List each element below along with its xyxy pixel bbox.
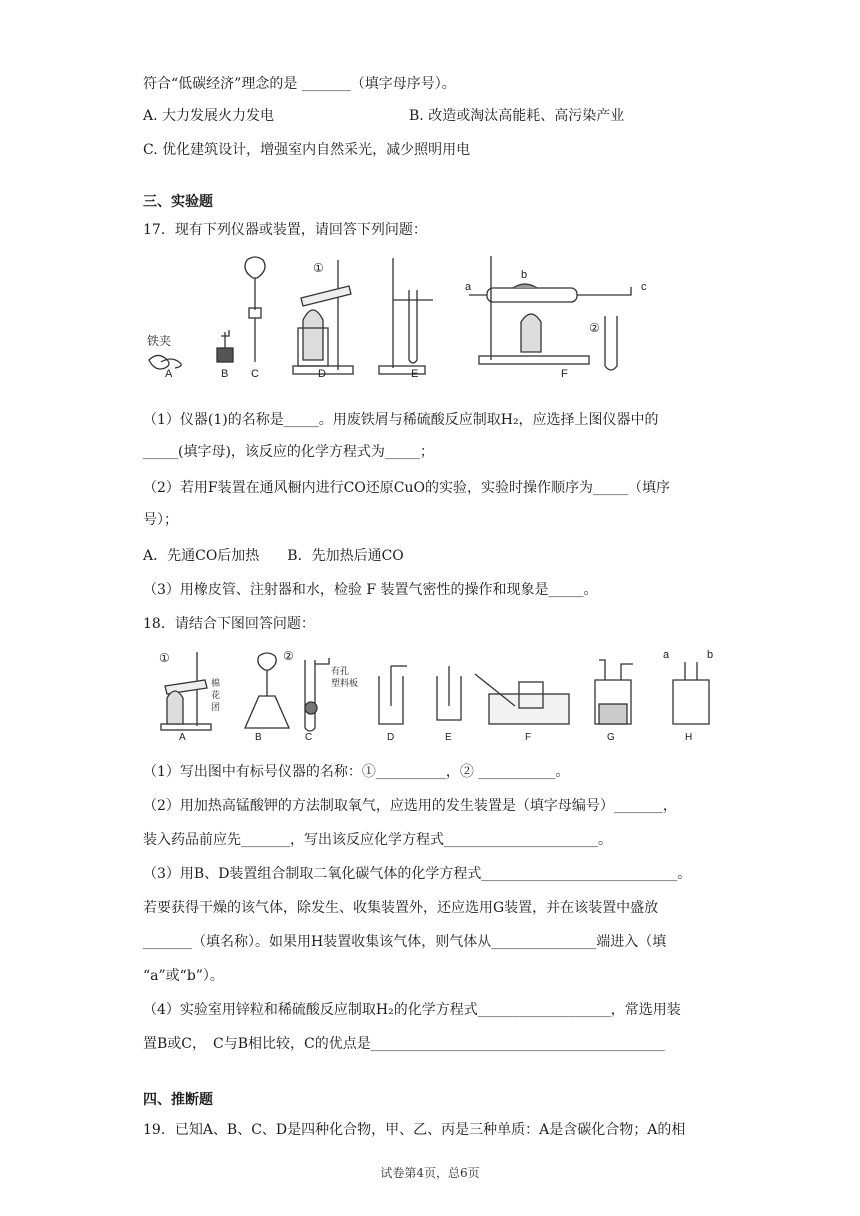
fig2-apparatus-b (245, 653, 289, 743)
question-17: 17．现有下列仪器或装置，请回答下列问题： (143, 222, 427, 238)
fig2-apparatus-h (663, 649, 713, 743)
q17-part1-line2: _____(填字母)，该反应的化学方程式为_____； (143, 444, 434, 460)
section-heading-experiment: 三、实验题 (143, 194, 213, 210)
fig2-apparatus-d (379, 666, 407, 743)
heating-apparatus-d (293, 260, 353, 380)
fig1-b-label: b (521, 269, 528, 281)
page-footer: 试卷第4页，总6页 (380, 1166, 480, 1180)
option-a: A. 大力发展火力发电 (143, 108, 275, 124)
fig2-apparatus-e (437, 666, 461, 743)
fig2-label-f: F (525, 732, 532, 743)
fig2-label-g: G (607, 732, 615, 743)
board-label-1: 有孔 (331, 666, 350, 676)
figure-17-apparatus (143, 250, 653, 380)
fig1-mark-2: ② (589, 321, 600, 335)
fig1-c-label: c (641, 281, 647, 293)
q17-part2-line1: （2）若用F装置在通风橱内进行CO还原CuO的实验，实验时操作顺序为_____（填序 (143, 480, 671, 496)
fig1-label-d: D (318, 368, 326, 380)
fig2-b-label: b (707, 649, 714, 661)
fig2-mark-1: ① (159, 651, 170, 665)
q18-part4-line1: （4）实验室用锌粒和稀硫酸反应制取H₂的化学方程式___________________，常选用装 (143, 1002, 681, 1018)
fig2-apparatus-f (475, 674, 569, 743)
fig2-apparatus-c (283, 649, 358, 743)
mianhua-1: 棉 (211, 678, 221, 688)
fig1-label-e: E (411, 368, 419, 380)
fig2-mark-2: ② (283, 649, 294, 663)
fig2-apparatus-g (595, 660, 633, 743)
q17-part1-line1: （1）仪器(1)的名称是_____。用废铁屑与稀硫酸反应制取H₂，应选择上图仪器中的 (143, 412, 659, 428)
q18-part3-line4: “a”或“b”）。 (143, 968, 224, 984)
fig1-mark-1: ① (313, 261, 324, 275)
section-heading-inference: 四、推断题 (143, 1092, 213, 1108)
option-b: B. 改造或淘汰高能耗、高污染产业 (409, 108, 625, 124)
fig2-a-label: a (663, 649, 670, 661)
q18-part1: （1）写出图中有标号仪器的名称：①__________，② ___________。 (143, 764, 570, 780)
stopper-illustration (217, 330, 233, 380)
fig1-label-c: C (251, 368, 259, 380)
test-tube-apparatus-e (379, 258, 433, 380)
iron-clamp-illustration (147, 333, 181, 380)
fig2-apparatus-a (159, 651, 220, 743)
fig1-a-label: a (465, 281, 472, 293)
option-c: C. 优化建筑设计，增强室内自然采光，减少照明用电 (143, 142, 471, 158)
fig2-label-a: A (179, 732, 186, 743)
q18-part2-line2: 装入药品前应先_______，写出该反应化学方程式______________________。 (143, 832, 612, 848)
q17-part2-line2: 号）； (143, 512, 178, 528)
funnel-illustration (245, 257, 265, 380)
q18-part4-line2: 置B或C， C与B相比较，C的优点是__________________________________________ (143, 1036, 665, 1052)
fig2-label-d: D (387, 732, 395, 743)
fig2-label-c: C (305, 732, 313, 743)
tiejia-label: 铁夹 (147, 334, 172, 348)
fig1-label-a: A (165, 368, 173, 380)
figure-18-apparatus (155, 646, 715, 746)
fig2-label-h: H (685, 732, 693, 743)
mianhua-3: 团 (211, 702, 221, 712)
co-reduction-apparatus-f (465, 256, 647, 380)
q17-part3: （3）用橡皮管、注射器和水，检验 F 装置气密性的操作和现象是_____。 (143, 582, 598, 598)
q18-part3-line1: （3）用B、D装置组合制取二氧化碳气体的化学方程式____________________________。 (143, 866, 692, 882)
q18-part3-line3: _______（填名称）。如果用H装置收集该气体，则气体从_______________端进入（填 (143, 934, 667, 950)
fig2-label-b: B (255, 732, 262, 743)
fig1-label-f: F (561, 368, 568, 380)
fig1-label-b: B (221, 368, 229, 380)
question-18: 18．请结合下图回答问题： (143, 616, 315, 632)
q18-part2-line1: （2）用加热高锰酸钾的方法制取氧气，应选用的发生装置是（填字母编号）_______， (143, 798, 677, 814)
text-line: 符合“低碳经济”理念的是 _______（填字母序号）。 (143, 76, 456, 92)
q18-part3-line2: 若要获得干燥的该气体，除发生、收集装置外，还应选用G装置，并在该装置中盛放 (143, 900, 659, 916)
q17-part2-options: A．先通CO后加热 B．先加热后通CO (143, 548, 404, 564)
mianhua-2: 花 (211, 690, 221, 700)
question-19: 19．已知A、B、C、D是四种化合物，甲、乙、丙是三种单质：A是含碳化合物；A的相 (143, 1122, 686, 1138)
board-label-2: 塑料板 (331, 678, 359, 688)
fig2-label-e: E (445, 732, 452, 743)
